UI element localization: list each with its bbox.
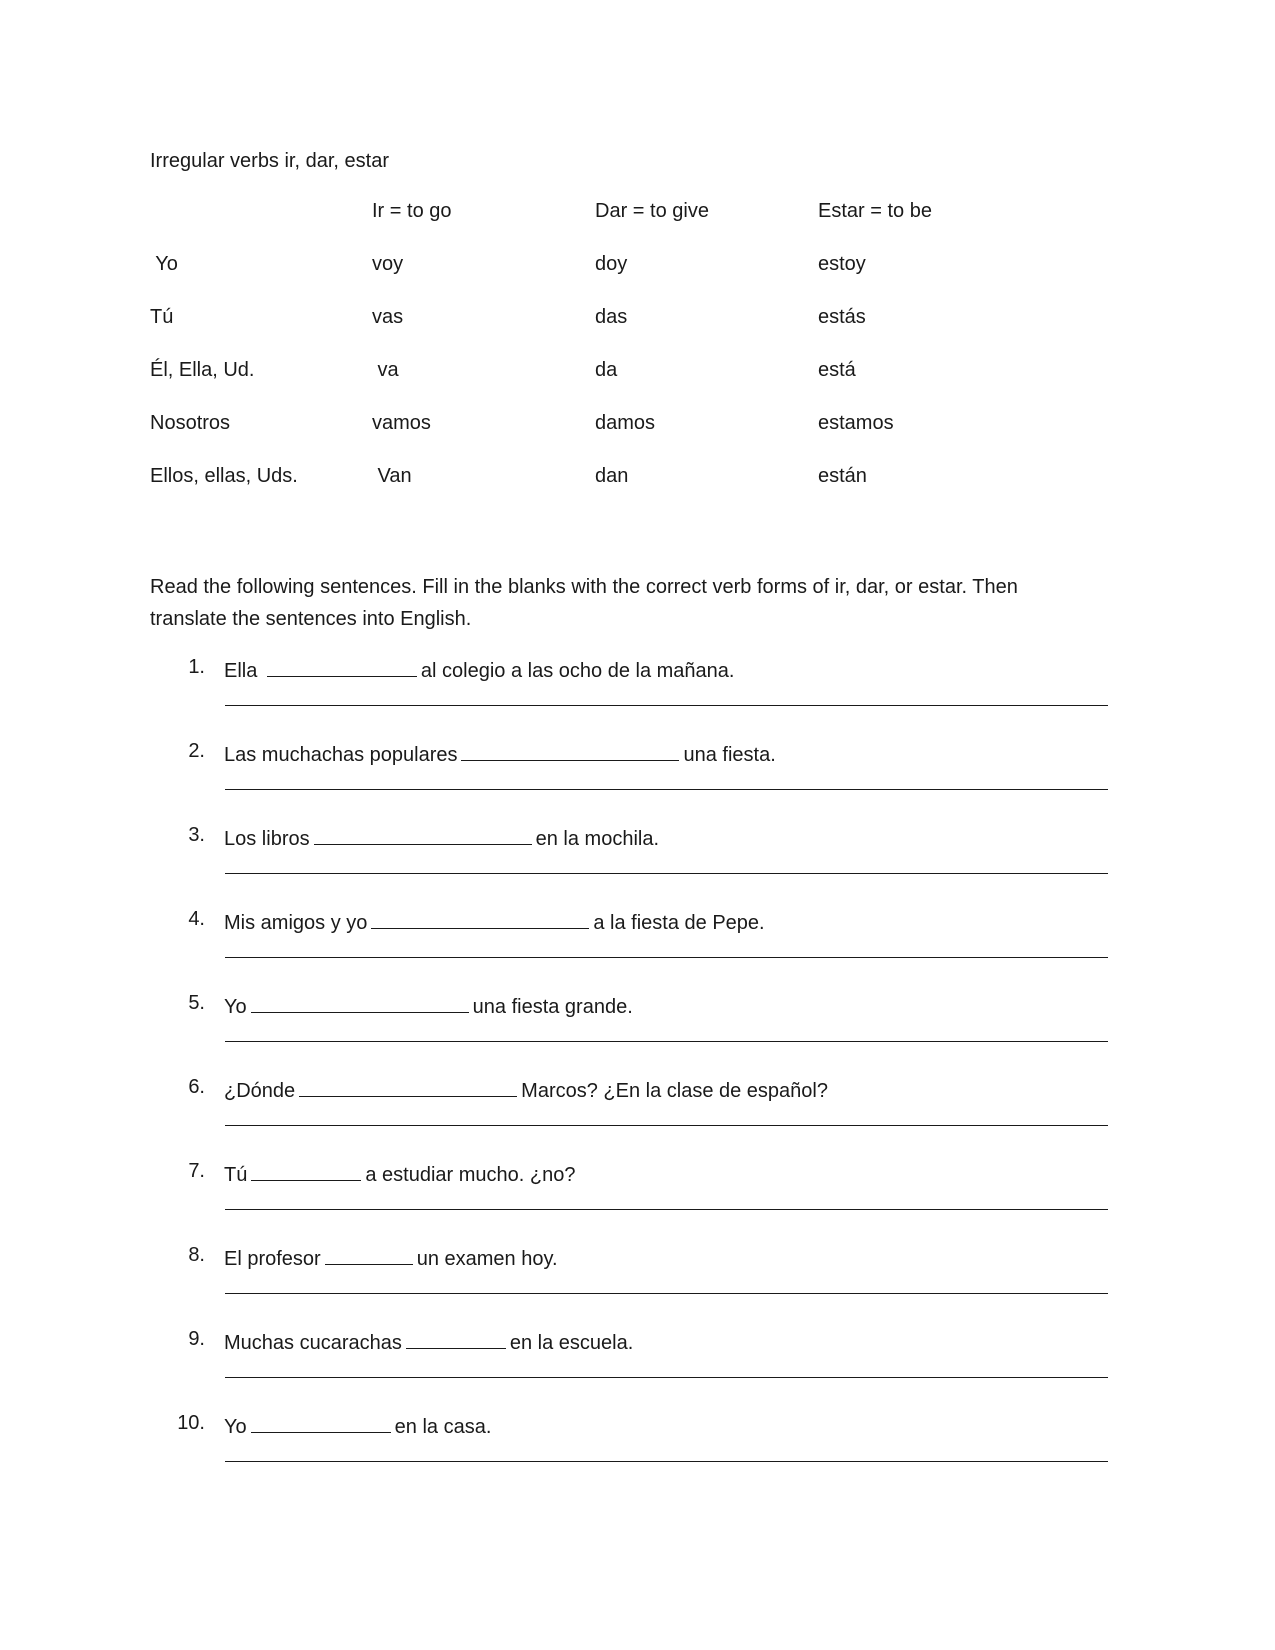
exercise-sentence: [224, 908, 765, 935]
sentence-start: Ella: [224, 660, 263, 682]
conjugation-header-row: [150, 200, 970, 253]
exercise-item-5: [150, 992, 1110, 1076]
exercise-sentence: [224, 992, 633, 1019]
sentence-start: Mis amigos y yo: [224, 912, 368, 934]
conjugation-row-ellos: [150, 465, 970, 518]
translation-line[interactable]: [225, 957, 1108, 958]
exercise-number: 7.: [188, 1160, 205, 1182]
sentence-end: un examen hoy.: [416, 1248, 558, 1270]
sentence-start: Muchas cucarachas: [224, 1332, 402, 1354]
estar-form-cell: estás: [818, 306, 866, 328]
exercise-number: 3.: [188, 824, 205, 846]
estar-form-cell: estamos: [818, 412, 894, 434]
sentence-end: a la fiesta de Pepe.: [593, 912, 765, 934]
exercise-number: 8.: [188, 1244, 205, 1266]
translation-line[interactable]: [225, 873, 1108, 874]
pronoun-cell: Nosotros: [150, 412, 231, 434]
pronoun-cell: Tú: [150, 306, 174, 328]
ir-form-cell: va: [372, 359, 399, 381]
translation-line[interactable]: [225, 1125, 1108, 1126]
exercise-item-4: [150, 908, 1110, 992]
pronoun-cell: Él, Ella, Ud.: [150, 359, 255, 381]
fill-in-blank[interactable]: [267, 656, 417, 677]
conjugation-row-el: [150, 359, 970, 412]
exercise-list: [150, 656, 1110, 1496]
ir-form-cell: voy: [372, 253, 404, 275]
translation-line[interactable]: [225, 1293, 1108, 1294]
fill-in-blank[interactable]: [251, 1412, 391, 1433]
translation-line[interactable]: [225, 789, 1108, 790]
exercise-sentence: [224, 1160, 575, 1187]
fill-in-blank[interactable]: [251, 992, 469, 1013]
sentence-start: Las muchachas populares: [224, 744, 458, 766]
exercise-number: 6.: [188, 1076, 205, 1098]
dar-form-cell: doy: [595, 253, 628, 275]
pronoun-cell: Yo: [150, 253, 178, 275]
sentence-end: a estudiar mucho. ¿no?: [365, 1164, 576, 1186]
conjugation-row-tu: [150, 306, 970, 359]
ir-form-cell: vamos: [372, 412, 431, 434]
ir-form-cell: vas: [372, 306, 404, 328]
exercise-sentence: [224, 656, 734, 683]
dar-form-cell: da: [595, 359, 618, 381]
header-ir: Ir = to go: [372, 200, 452, 222]
exercise-number: 10.: [177, 1412, 205, 1434]
translation-line[interactable]: [225, 1377, 1108, 1378]
sentence-start: Yo: [224, 996, 247, 1018]
header-estar: Estar = to be: [818, 200, 932, 222]
ir-form-cell: Van: [372, 465, 412, 487]
pronoun-cell: Ellos, ellas, Uds.: [150, 465, 298, 487]
header-dar: Dar = to give: [595, 200, 709, 222]
fill-in-blank[interactable]: [461, 740, 679, 761]
exercise-item-2: [150, 740, 1110, 824]
conjugation-row-yo: [150, 253, 970, 306]
sentence-end: en la escuela.: [509, 1332, 634, 1354]
sentence-end: una fiesta grande.: [472, 996, 633, 1018]
sentence-end: en la casa.: [394, 1416, 492, 1438]
fill-in-blank[interactable]: [325, 1244, 413, 1265]
sentence-start: El profesor: [224, 1248, 321, 1270]
exercise-item-3: [150, 824, 1110, 908]
translation-line[interactable]: [225, 705, 1108, 706]
exercise-number: 9.: [188, 1328, 205, 1350]
translation-line[interactable]: [225, 1461, 1108, 1462]
exercise-number: 5.: [188, 992, 205, 1014]
worksheet-title: Irregular verbs ir, dar, estar: [150, 150, 389, 172]
fill-in-blank[interactable]: [251, 1160, 361, 1181]
sentence-start: ¿Dónde: [224, 1080, 296, 1102]
fill-in-blank[interactable]: [406, 1328, 506, 1349]
dar-form-cell: das: [595, 306, 628, 328]
instructions: Read the following sentences. Fill in the blanks with the correct verb forms of ir, dar, or estar. Then translate the sentences into English.: [150, 576, 1018, 630]
sentence-start: Tú: [224, 1164, 248, 1186]
exercise-item-8: [150, 1244, 1110, 1328]
exercise-sentence: [224, 1076, 828, 1103]
sentence-end: una fiesta.: [683, 744, 776, 766]
sentence-end: Marcos? ¿En la clase de español?: [521, 1080, 828, 1102]
translation-line[interactable]: [225, 1041, 1108, 1042]
exercise-sentence: [224, 824, 659, 851]
exercise-sentence: [224, 1412, 491, 1439]
sentence-end: al colegio a las ocho de la mañana.: [420, 660, 735, 682]
conjugation-row-nosotros: [150, 412, 970, 465]
exercise-item-9: [150, 1328, 1110, 1412]
exercise-number: 4.: [188, 908, 205, 930]
fill-in-blank[interactable]: [314, 824, 532, 845]
sentence-end: en la mochila.: [535, 828, 660, 850]
dar-form-cell: dan: [595, 465, 629, 487]
conjugation-table: [150, 200, 970, 518]
dar-form-cell: damos: [595, 412, 656, 434]
exercise-sentence: [224, 1328, 633, 1355]
exercise-sentence: [224, 1244, 558, 1271]
exercise-sentence: [224, 740, 776, 767]
estar-form-cell: están: [818, 465, 867, 487]
exercise-number: 2.: [188, 740, 205, 762]
exercise-item-6: [150, 1076, 1110, 1160]
estar-form-cell: estoy: [818, 253, 866, 275]
fill-in-blank[interactable]: [371, 908, 589, 929]
exercise-item-7: [150, 1160, 1110, 1244]
translation-line[interactable]: [225, 1209, 1108, 1210]
exercise-item-10: [150, 1412, 1110, 1496]
exercise-item-1: [150, 656, 1110, 740]
exercise-number: 1.: [188, 656, 205, 678]
estar-form-cell: está: [818, 359, 856, 381]
sentence-start: Yo: [224, 1416, 247, 1438]
sentence-start: Los libros: [224, 828, 310, 850]
fill-in-blank[interactable]: [299, 1076, 517, 1097]
